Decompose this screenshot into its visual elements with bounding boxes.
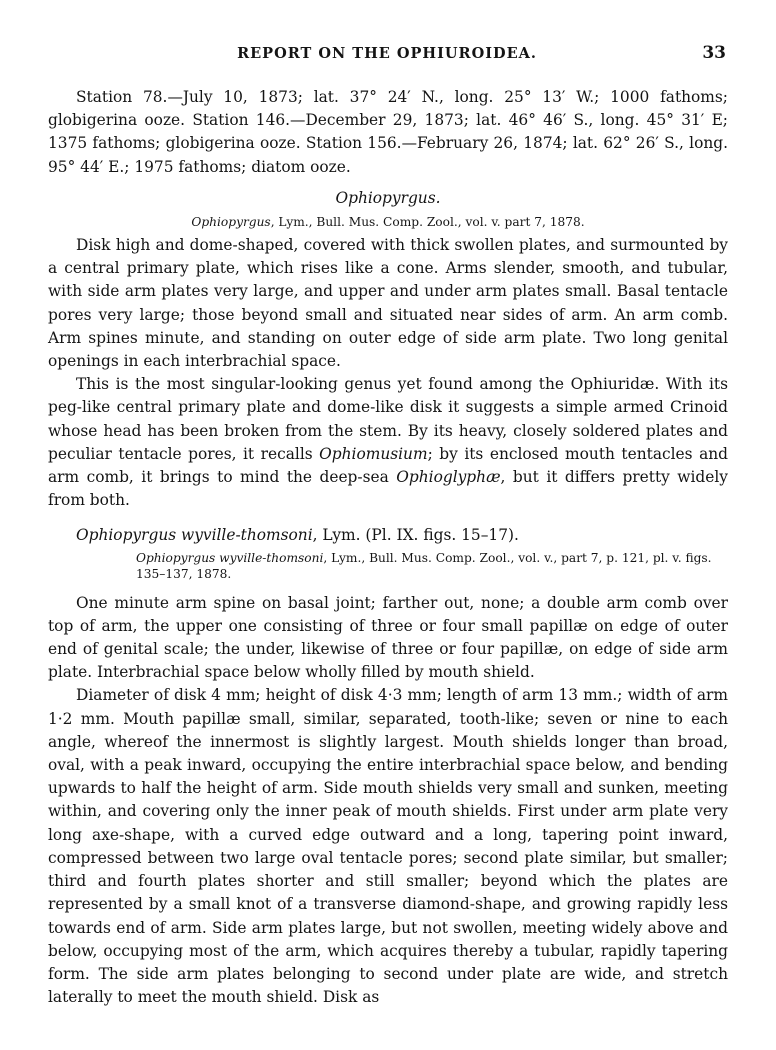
genus-remarks-text-2: ; by its enclosed mouth tentacles and arm comb, it brings to mind the deep-sea (48, 444, 729, 487)
species-heading-name: Ophiopyrgus wyville-thomsoni (76, 526, 313, 545)
species-heading-rest: , Lym. (Pl. IX. figs. 15–17). (312, 526, 519, 545)
genus-heading: Ophiopyrgus. (335, 188, 441, 207)
genus-remarks-italic-2: Ophioglyphæ (396, 468, 501, 487)
genus-ref-name: Ophiopyrgus (191, 215, 271, 230)
genus-remarks-text-3: , but it differs pretty widely from both. (48, 468, 728, 510)
genus-description-paragraph: Disk high and dome-shaped, covered with thick swollen plates, and surmounted by a central primary plate, which rises like a cone. Arms slender, smooth, and tubular, with side arm plates very large, and upper and under arm plates small. Basal tentacle pores very large; those beyond small and situated near sides of arm. An arm comb. Arm spines minute, and standing on outer edge of side arm plate. Two long genital openings in each interbrachial space. (48, 236, 728, 371)
running-title: REPORT ON THE OPHIUROIDEA. (237, 45, 537, 62)
genus-remarks-italic-1: Ophiomusium (319, 444, 428, 463)
species-ref-rest: , Lym., Bull. Mus. Comp. Zool., vol. v., part 7, p. 121, pl. v. figs. (323, 550, 712, 565)
genus-remarks-text-1: This is the most singular-looking genus yet found among the Ophiuridæ. With its peg-like central primary plate and dome-like disk it suggests a simple armed Crinoid whose head has been broken from the stem. By its heavy, closely soldered plates and peculiar tentacle pores, it recalls (48, 375, 728, 463)
species-description-paragraph-2: Diameter of disk 4 mm; height of disk 4·3 mm; length of arm 13 mm.; width of arm 1·2 mm. Mouth papillæ small, similar, separated, tooth-like; seven or nine to each angle, whereof the innermost is slightly largest. Mouth shields longer than broad, oval, with a peak inward, occupying the entire interbrachial space below, and bending upwards to half the height of arm. Side mouth shields very small and sunken, meeting within, and covering only the inner peak of mouth shields. First under arm plate very long axe-shape, with a curved edge outward and a long, tapering point inward, compressed between two large oval tentacle pores; second plate similar, but smaller; third and fourth plates shorter and still smaller; beyond which the plates are represented by a small knot of a transverse diamond-shape, and growing rapidly less towards end of arm. Side arm plates large, but not swollen, meeting widely above and below, occupying most of the arm, which acquires thereby a tubular, rapidly tapering form. The side arm plates belonging to second under plate are wide, and stretch laterally to meet the mouth shield. Disk as (48, 686, 728, 1007)
species-ref-name: Ophiopyrgus wyville-thomsoni (136, 550, 324, 565)
species-reference (48, 550, 728, 582)
page-number: 33 (702, 43, 726, 63)
species-heading (48, 524, 728, 547)
genus-ref-rest: , Lym., Bull. Mus. Comp. Zool., vol. v. part 7, 1878. (270, 215, 585, 230)
genus-reference (48, 214, 728, 230)
page-body (48, 86, 728, 1009)
species-ref-continuation: 135–137, 1878. (136, 566, 232, 581)
page-header (48, 45, 726, 67)
species-description-paragraph-1: One minute arm spine on basal joint; farther out, none; a double arm comb over top of arm, the upper one consisting of three or four small papillæ on edge of outer end of genital scale; the under, likewise of three or four papillæ, on edge of side arm plate. Interbrachial space below wholly filled by mouth shield. (48, 593, 728, 682)
stations-paragraph: Station 78.—July 10, 1873; lat. 37° 24′ N., long. 25° 13′ W.; 1000 fathoms; globigerina ooze. Station 146.—December 29, 1873; lat. 46° 46′ S., long. 45° 31′ E; 1375 fathoms; globigerina ooze. Station 156.—February 26, 1874; lat. 62° 26′ S., long. 95° 44′ E.; 1975 fathoms; diatom ooze. (48, 88, 728, 176)
genus-remarks-paragraph (48, 373, 728, 512)
